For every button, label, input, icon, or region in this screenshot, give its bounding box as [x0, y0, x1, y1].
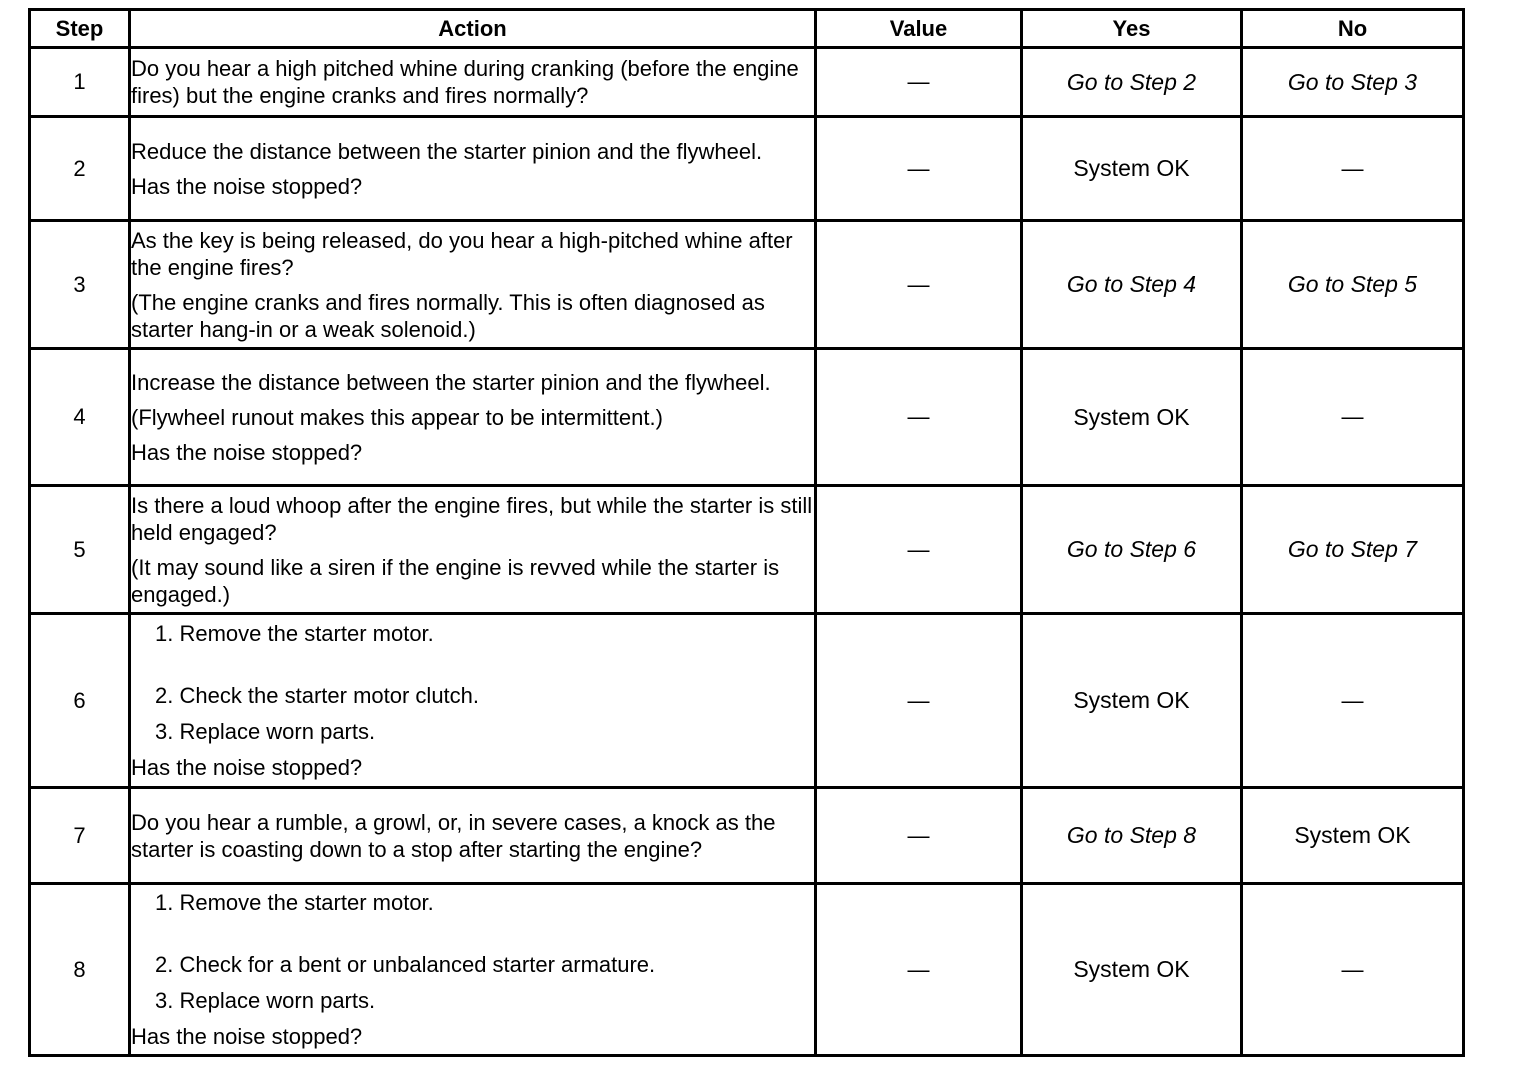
- header-action: Action: [130, 10, 816, 48]
- action-text: Increase the distance between the starter pinion and the flywheel.: [131, 369, 771, 395]
- action-cell: [130, 48, 816, 117]
- step-number: 4: [30, 349, 130, 486]
- step-number: 6: [30, 614, 130, 788]
- action-note: (The engine cranks and fires normally. This is often diagnosed as starter hang-in or a weak solenoid.): [131, 289, 765, 342]
- yes-cell: [1022, 349, 1242, 486]
- step-number: 5: [30, 486, 130, 614]
- no-text: Go to Step 7: [1287, 536, 1418, 562]
- step-number: 2: [30, 117, 130, 221]
- table-row: [30, 486, 1464, 614]
- step-number: 3: [30, 221, 130, 349]
- action-cell: [130, 221, 816, 349]
- no-cell: —: [1242, 349, 1464, 486]
- header-yes: Yes: [1022, 10, 1242, 48]
- value-cell: —: [816, 614, 1022, 788]
- yes-text: System OK: [1073, 403, 1190, 430]
- value-cell: —: [816, 48, 1022, 117]
- header-no: No: [1242, 10, 1464, 48]
- table-row: [30, 788, 1464, 884]
- no-cell: —: [1242, 884, 1464, 1056]
- value-cell: —: [816, 788, 1022, 884]
- action-steps-list: [131, 620, 814, 745]
- value-cell: —: [816, 884, 1022, 1056]
- yes-cell: [1022, 788, 1242, 884]
- yes-cell: [1022, 221, 1242, 349]
- action-question: Has the noise stopped?: [131, 1024, 363, 1049]
- yes-text: Go to Step 2: [1066, 68, 1197, 95]
- header-step: Step: [30, 10, 130, 48]
- no-cell: [1242, 486, 1464, 614]
- list-item: 1. Remove the starter motor.: [155, 890, 434, 915]
- no-cell: [1242, 221, 1464, 349]
- yes-cell: [1022, 486, 1242, 614]
- action-cell: [130, 349, 816, 486]
- no-text: Go to Step 5: [1287, 271, 1418, 297]
- action-cell: [130, 788, 816, 884]
- no-cell: [1242, 788, 1464, 884]
- header-row: [30, 10, 1464, 48]
- no-cell: —: [1242, 614, 1464, 788]
- list-item: 1. Remove the starter motor.: [155, 621, 434, 646]
- action-cell: [130, 486, 816, 614]
- no-text: Go to Step 3: [1287, 68, 1418, 95]
- yes-text: System OK: [1073, 155, 1190, 181]
- diagnostic-table: [28, 8, 1465, 1057]
- action-question: Has the noise stopped?: [131, 439, 363, 465]
- action-text: As the key is being released, do you hear a high-pitched whine after the engine fires?: [131, 227, 793, 280]
- yes-cell: [1022, 48, 1242, 117]
- list-item: 2. Check the starter motor clutch.: [155, 683, 480, 708]
- list-item: 3. Replace worn parts.: [155, 988, 376, 1013]
- yes-cell: [1022, 117, 1242, 221]
- no-cell: —: [1242, 117, 1464, 221]
- step-number: 7: [30, 788, 130, 884]
- table-row: [30, 614, 1464, 788]
- header-value: Value: [816, 10, 1022, 48]
- table-row: [30, 48, 1464, 117]
- no-text: System OK: [1294, 822, 1411, 848]
- action-text: Do you hear a high pitched whine during cranking (before the engine fires) but the engine cranks and fires normally?: [131, 56, 799, 108]
- action-text: Do you hear a rumble, a growl, or, in severe cases, a knock as the starter is coasting down to a stop after starting the engine?: [131, 809, 776, 862]
- list-item: 3. Replace worn parts.: [155, 719, 376, 744]
- step-number: 8: [30, 884, 130, 1056]
- action-question: Has the noise stopped?: [131, 755, 363, 780]
- value-cell: —: [816, 349, 1022, 486]
- table-row: [30, 349, 1464, 486]
- action-note: (It may sound like a siren if the engine is revved while the starter is engaged.): [131, 554, 780, 607]
- yes-text: Go to Step 8: [1066, 822, 1197, 848]
- action-question: Has the noise stopped?: [131, 173, 363, 199]
- table-row: [30, 117, 1464, 221]
- action-steps-list: [131, 889, 814, 1014]
- action-text: Is there a loud whoop after the engine fires, but while the starter is still held engaged?: [131, 492, 813, 545]
- action-cell: [130, 614, 816, 788]
- yes-text: Go to Step 4: [1066, 271, 1197, 297]
- value-cell: —: [816, 486, 1022, 614]
- yes-text: Go to Step 6: [1066, 536, 1197, 562]
- no-cell: [1242, 48, 1464, 117]
- yes-cell: [1022, 884, 1242, 1056]
- action-cell: [130, 117, 816, 221]
- table-row: [30, 884, 1464, 1056]
- value-cell: —: [816, 221, 1022, 349]
- table-row: [30, 221, 1464, 349]
- yes-text: System OK: [1073, 956, 1190, 982]
- action-note: (Flywheel runout makes this appear to be intermittent.): [131, 404, 663, 430]
- value-cell: —: [816, 117, 1022, 221]
- yes-text: System OK: [1073, 687, 1190, 713]
- yes-cell: [1022, 614, 1242, 788]
- action-cell: [130, 884, 816, 1056]
- action-text: Reduce the distance between the starter pinion and the flywheel.: [131, 138, 763, 164]
- list-item: 2. Check for a bent or unbalanced starter armature.: [155, 952, 656, 977]
- step-number: 1: [30, 48, 130, 117]
